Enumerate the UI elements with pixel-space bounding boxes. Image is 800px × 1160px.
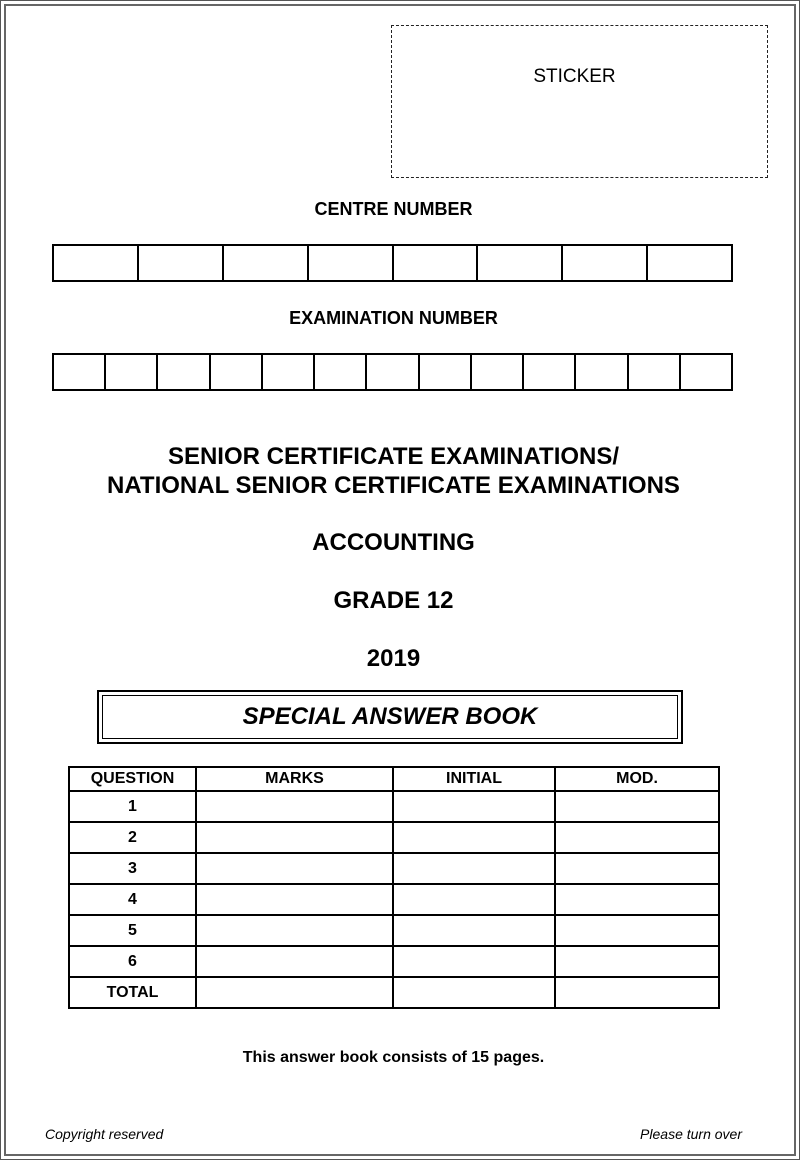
question-number-cell: 3 bbox=[69, 853, 196, 884]
table-row bbox=[69, 946, 719, 977]
examination-number-digit-box[interactable] bbox=[524, 355, 576, 389]
initial-cell[interactable] bbox=[393, 977, 555, 1008]
examination-number-digit-box[interactable] bbox=[420, 355, 472, 389]
mod-cell[interactable] bbox=[555, 946, 719, 977]
table-row bbox=[69, 791, 719, 822]
centre-number-digit-box[interactable] bbox=[139, 246, 224, 280]
examination-number-digit-box[interactable] bbox=[472, 355, 524, 389]
examination-number-digit-box[interactable] bbox=[211, 355, 263, 389]
question-number-cell: TOTAL bbox=[69, 977, 196, 1008]
examination-number-digit-box[interactable] bbox=[158, 355, 210, 389]
header-question: QUESTION bbox=[69, 767, 196, 791]
centre-number-digit-box[interactable] bbox=[394, 246, 479, 280]
centre-number-digit-box[interactable] bbox=[309, 246, 394, 280]
table-row bbox=[69, 853, 719, 884]
table-row bbox=[69, 822, 719, 853]
examination-number-digit-box[interactable] bbox=[315, 355, 367, 389]
header-marks: MARKS bbox=[196, 767, 393, 791]
initial-cell[interactable] bbox=[393, 853, 555, 884]
examination-number-digit-box[interactable] bbox=[576, 355, 628, 389]
mod-cell[interactable] bbox=[555, 977, 719, 1008]
examination-number-digit-box[interactable] bbox=[54, 355, 106, 389]
examination-number-label: EXAMINATION NUMBER bbox=[289, 308, 498, 328]
examination-number-digit-box[interactable] bbox=[629, 355, 681, 389]
marks-table bbox=[68, 766, 720, 1009]
question-number-cell: 6 bbox=[69, 946, 196, 977]
initial-cell[interactable] bbox=[393, 915, 555, 946]
centre-number-digit-box[interactable] bbox=[478, 246, 563, 280]
mod-cell[interactable] bbox=[555, 822, 719, 853]
subject-title: ACCOUNTING bbox=[312, 529, 475, 556]
initial-cell[interactable] bbox=[393, 822, 555, 853]
mod-cell[interactable] bbox=[555, 791, 719, 822]
marks-table-header-row bbox=[69, 767, 719, 791]
centre-number-label: CENTRE NUMBER bbox=[314, 199, 473, 219]
marks-cell[interactable] bbox=[196, 884, 393, 915]
page-count-note: This answer book consists of 15 pages. bbox=[242, 1049, 545, 1066]
turn-over-footer: Please turn over bbox=[640, 1126, 742, 1142]
sticker-label: STICKER bbox=[533, 65, 616, 87]
marks-cell[interactable] bbox=[196, 977, 393, 1008]
mod-cell[interactable] bbox=[555, 853, 719, 884]
initial-cell[interactable] bbox=[393, 791, 555, 822]
marks-cell[interactable] bbox=[196, 791, 393, 822]
question-number-cell: 4 bbox=[69, 884, 196, 915]
mod-cell[interactable] bbox=[555, 915, 719, 946]
marks-cell[interactable] bbox=[196, 853, 393, 884]
centre-number-digit-box[interactable] bbox=[648, 246, 731, 280]
initial-cell[interactable] bbox=[393, 884, 555, 915]
header-mod: MOD. bbox=[555, 767, 719, 791]
question-number-cell: 2 bbox=[69, 822, 196, 853]
answer-book-label: SPECIAL ANSWER BOOK bbox=[242, 703, 538, 730]
header-initial: INITIAL bbox=[393, 767, 555, 791]
table-row bbox=[69, 915, 719, 946]
year-title: 2019 bbox=[366, 645, 421, 672]
answer-book-banner bbox=[97, 690, 683, 744]
exam-title-line1: SENIOR CERTIFICATE EXAMINATIONS/ bbox=[167, 443, 620, 470]
examination-number-boxes[interactable] bbox=[52, 353, 733, 391]
centre-number-digit-box[interactable] bbox=[563, 246, 648, 280]
question-number-cell: 5 bbox=[69, 915, 196, 946]
marks-cell[interactable] bbox=[196, 822, 393, 853]
marks-cell[interactable] bbox=[196, 946, 393, 977]
examination-number-digit-box[interactable] bbox=[106, 355, 158, 389]
sticker-area bbox=[391, 25, 768, 178]
centre-number-digit-box[interactable] bbox=[224, 246, 309, 280]
exam-title-line2: NATIONAL SENIOR CERTIFICATE EXAMINATIONS bbox=[107, 472, 680, 499]
table-row bbox=[69, 977, 719, 1008]
mod-cell[interactable] bbox=[555, 884, 719, 915]
centre-number-boxes[interactable] bbox=[52, 244, 733, 282]
examination-number-digit-box[interactable] bbox=[367, 355, 419, 389]
examination-number-digit-box[interactable] bbox=[263, 355, 315, 389]
copyright-footer: Copyright reserved bbox=[45, 1126, 164, 1142]
initial-cell[interactable] bbox=[393, 946, 555, 977]
grade-title: GRADE 12 bbox=[333, 587, 454, 614]
question-number-cell: 1 bbox=[69, 791, 196, 822]
centre-number-digit-box[interactable] bbox=[54, 246, 139, 280]
table-row bbox=[69, 884, 719, 915]
marks-cell[interactable] bbox=[196, 915, 393, 946]
examination-number-digit-box[interactable] bbox=[681, 355, 731, 389]
